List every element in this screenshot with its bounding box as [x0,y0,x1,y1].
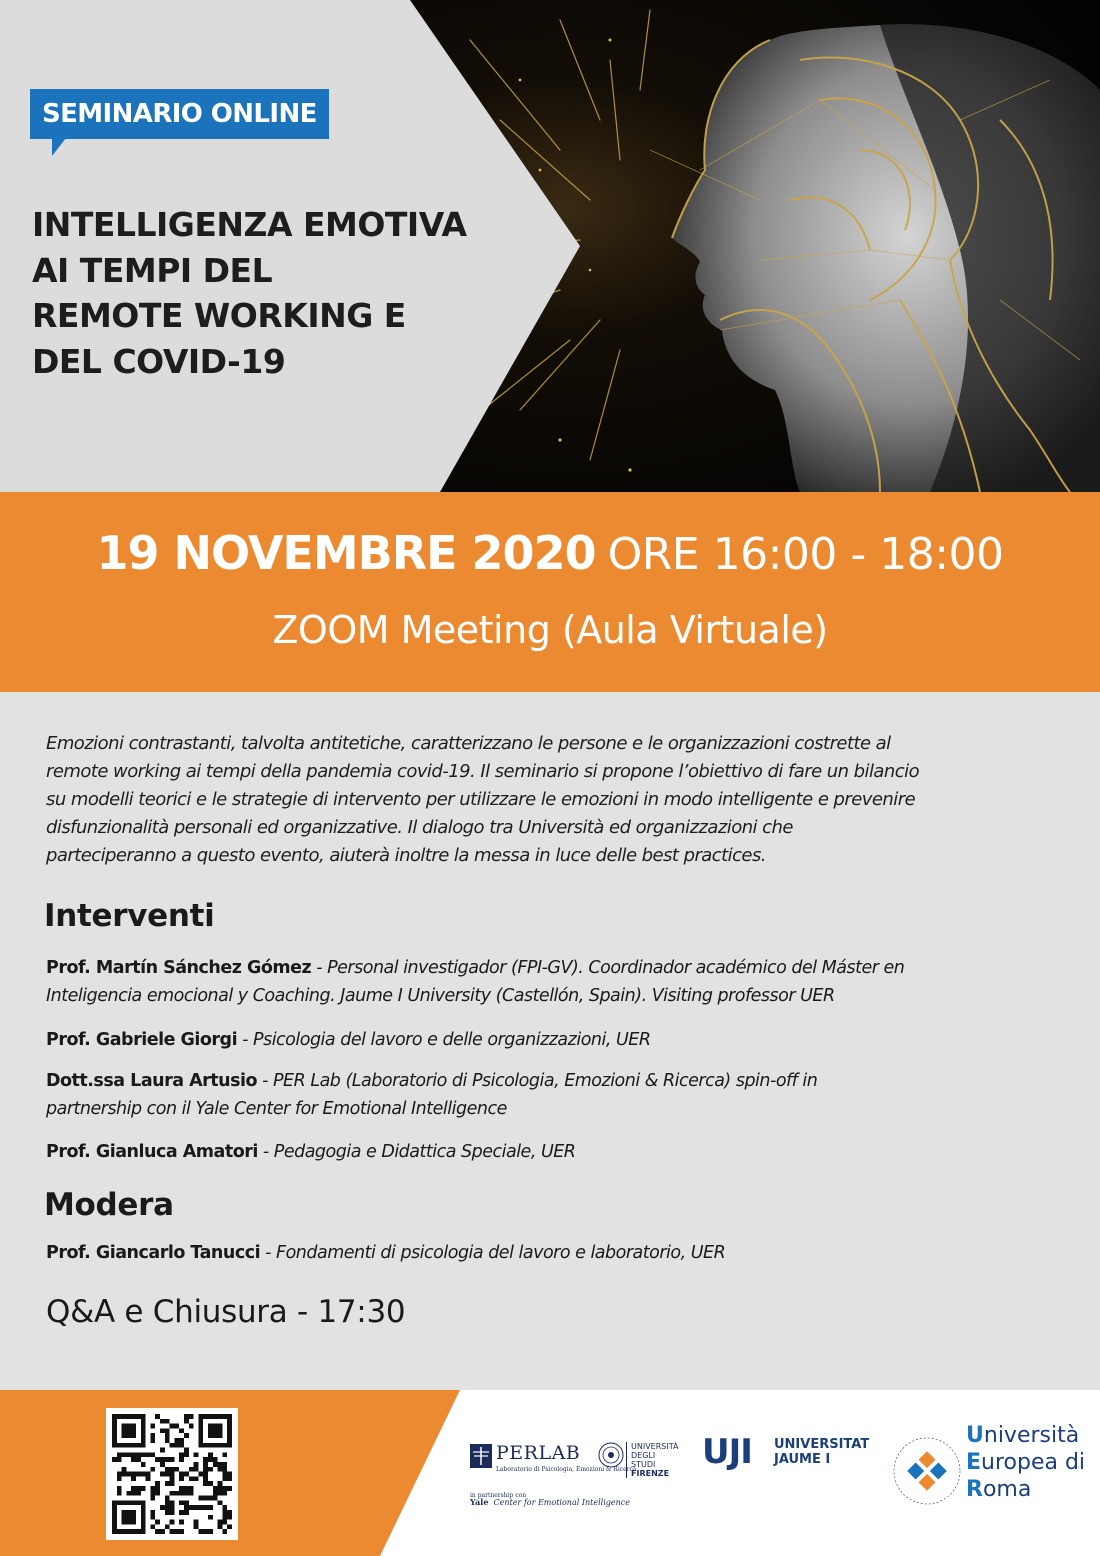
closing-session: Q&A e Chiusura - 17:30 [46,1294,406,1330]
event-date-band [0,492,1100,692]
uji-logo [702,1432,877,1476]
uer-line-rest: niversità [983,1423,1080,1448]
title-line: AI TEMPI DEL [32,250,273,290]
uer-emblem-icon [892,1436,962,1506]
uer-name [966,1422,1085,1503]
qr-code-pattern [112,1414,232,1534]
qr-code[interactable] [106,1408,238,1540]
speaker-name: Dott.ssa Laura Artusio [46,1071,258,1091]
perlab-subtitle: Laboratorio di Psicologia, Emozioni & Ricerca [496,1466,637,1473]
perlab-logo [470,1442,680,1512]
hero-section [0,0,1100,492]
yale-center-line [470,1490,630,1509]
speaker-line [46,954,1076,982]
speaker-line [46,1095,1076,1123]
uji-mark: UJI [702,1432,752,1472]
footer-logos [0,1390,1100,1556]
unifi-line: FIRENZE [631,1469,670,1478]
badge-tail-shape [52,138,66,156]
speaker-entry [46,1026,1076,1054]
perlab-dragonfly-icon [470,1444,492,1468]
uji-line: JAUME I [774,1452,831,1467]
moderator-role: - Fondamenti di psicologia del lavoro e laboratorio, UER [260,1243,726,1263]
uer-logo [890,1422,1090,1532]
speaker-entry [46,1067,1076,1123]
speaker-entry [46,954,1076,1010]
footer-orange-chevron [0,1390,520,1556]
event-time: ORE 16:00 - 18:00 [607,529,1004,580]
speaker-entry [46,1138,1076,1166]
title-line: INTELLIGENZA EMOTIVA [32,205,467,244]
uer-line [966,1476,1085,1503]
uer-line [966,1422,1085,1449]
event-venue: ZOOM Meeting (Aula Virtuale) [272,608,828,652]
speaker-role: - Psicologia del lavoro e delle organizzazioni, UER [237,1030,651,1050]
seminar-abstract [46,730,1056,870]
modera-heading: Modera [44,1187,174,1223]
speaker-role: Inteligencia emocional y Coaching. Jaume I University (Castellón, Spain). Visiting professor UER [46,986,835,1006]
moderator-entry [46,1239,1076,1267]
uer-line-rest: uropea di [981,1450,1086,1475]
speaker-line [46,1026,1076,1054]
uer-initial: E [966,1450,982,1475]
uji-line: UNIVERSITAT [774,1437,870,1452]
unifi-line: UNIVERSITÀ [631,1442,679,1451]
perlab-wordmark: PERLAB [496,1442,581,1464]
unifi-name [626,1442,680,1478]
unifi-line: DEGLI STUDI [631,1451,656,1469]
uer-line-rest: oma [982,1477,1032,1502]
uji-name [774,1437,869,1467]
abstract-line: disfunzionalità personali ed organizzative. Il dialogo tra Università ed organizzazioni che [46,817,793,838]
event-date-line [0,526,1100,580]
moderator-name: Prof. Giancarlo Tanucci [46,1243,261,1263]
uer-line [966,1449,1085,1476]
speaker-line [46,1138,1076,1166]
speaker-role: partnership con il Yale Center for Emotional Intelligence [46,1099,507,1119]
abstract-line: parteciperanno a questo evento, aiuterà inoltre la messa in luce delle best practices. [46,845,766,866]
speaker-role: - Pedagogia e Didattica Speciale, UER [257,1142,576,1162]
speaker-name: Prof. Martín Sánchez Gómez [46,958,312,978]
speaker-line [46,982,1076,1010]
speaker-name: Prof. Gianluca Amatori [46,1142,258,1162]
speaker-name: Prof. Gabriele Giorgi [46,1030,238,1050]
unifi-seal-icon [598,1442,624,1468]
title-line: REMOTE WORKING E [32,296,406,335]
event-date: 19 NOVEMBRE 2020 [96,526,596,580]
abstract-line: su modelli teorici e le strategie di intervento per utilizzare le emozioni in modo intelligente e prevenire [46,789,916,810]
yale-word: Yale [470,1497,489,1507]
seminar-title [32,202,572,384]
uer-initial: R [966,1477,983,1502]
speaker-line [46,1239,1076,1267]
abstract-line: remote working ai tempi della pandemia covid-19. Il seminario si propone l’obiettivo di fare un bilancio [46,761,920,782]
interventi-heading: Interventi [44,898,215,934]
seminar-badge: SEMINARIO ONLINE [30,89,329,139]
abstract-line: Emozioni contrastanti, talvolta antitetiche, caratterizzano le persone e le organizzazioni costrette al [46,733,891,754]
title-line: DEL COVID-19 [32,341,286,381]
speaker-role: - PER Lab (Laboratorio di Psicologia, Emozioni & Ricerca) spin-off in [257,1071,818,1091]
speaker-line [46,1067,1076,1095]
yale-center: Center for Emotional Intelligence [493,1498,630,1507]
uer-initial: U [966,1423,984,1448]
partnership-label: in partnership con [470,1492,527,1499]
speaker-role: - Personal investigador (FPI-GV). Coordinador académico del Máster en [311,958,905,978]
